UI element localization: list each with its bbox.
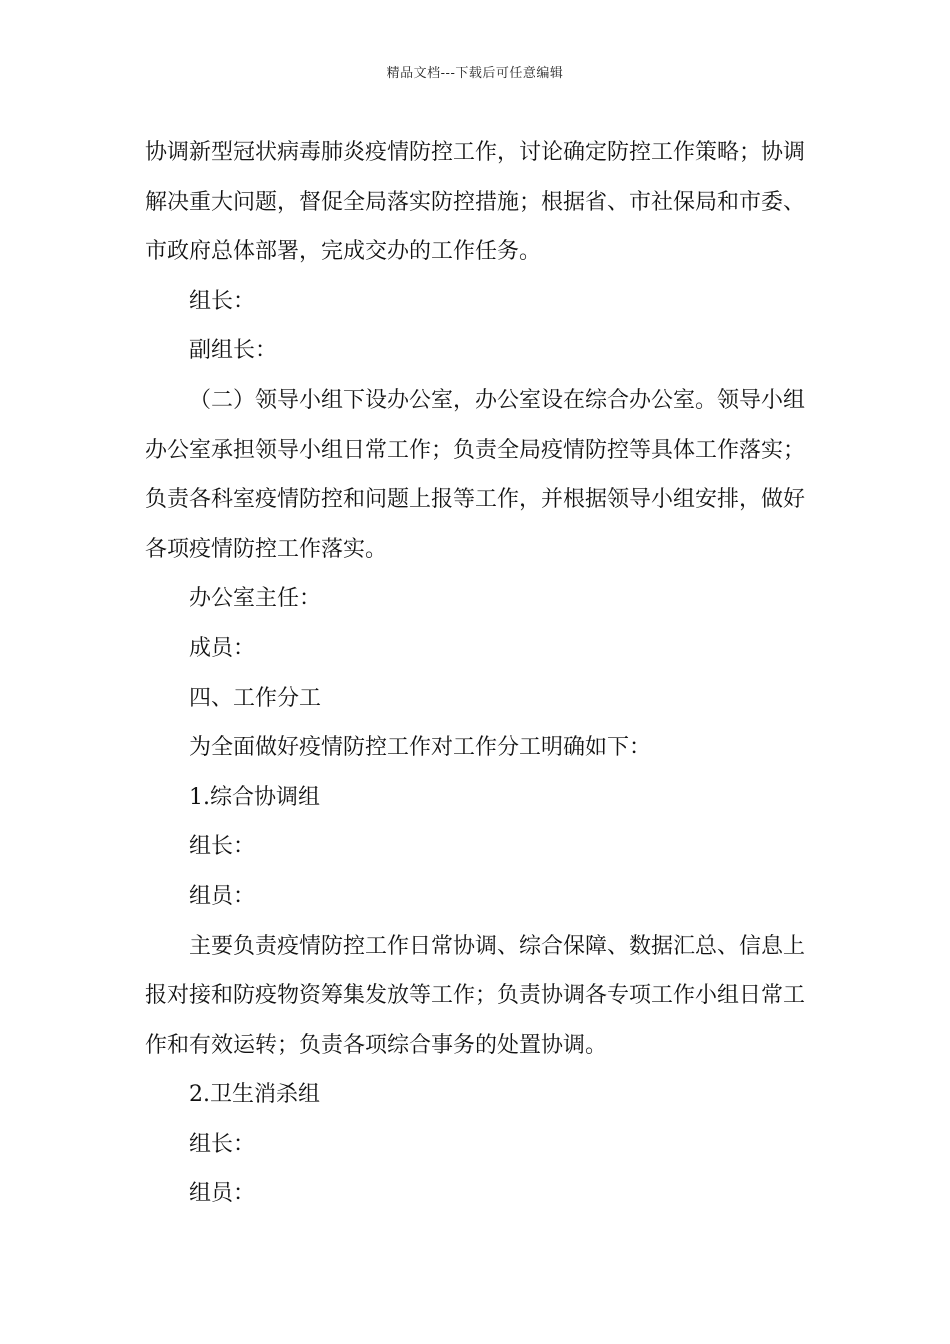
paragraph-disinfection-members: 组员： xyxy=(189,1181,256,1207)
paragraph-division-intro: 为全面做好疫情防控工作对工作分工明确如下： xyxy=(189,735,652,761)
paragraph-deputy-leader: 副组长： xyxy=(189,338,278,364)
subheading-disinfection-group: 2.卫生消杀组 xyxy=(189,1082,320,1108)
page-header: 精品文档---下载后可任意编辑 xyxy=(386,66,564,81)
paragraph-responsibilities: 协调新型冠状病毒肺炎疫情防控工作，讨论确定防控工作策略；协调解决重大问题，督促全局落实防控措施；根据省、市社保局和市委、市政府总体部署，完成交办的工作任务。 xyxy=(145,140,806,265)
section-heading-division-of-work: 四、工作分工 xyxy=(189,685,322,711)
paragraph-coordination-members: 组员： xyxy=(189,883,256,909)
paragraph-group-leader: 组长： xyxy=(189,288,256,314)
paragraph-coordination-leader: 组长： xyxy=(189,834,256,860)
paragraph-office-setup: （二）领导小组下设办公室，办公室设在综合办公室。领导小组办公室承担领导小组日常工作；负责全局疫情防控等具体工作落实；负责各科室疫情防控和问题上报等工作，并根据领导小组安排，做好各项疫情防控工作落实。 xyxy=(145,387,806,562)
paragraph-members: 成员： xyxy=(189,635,256,661)
paragraph-office-director: 办公室主任： xyxy=(189,586,322,612)
document-body xyxy=(145,128,825,1219)
paragraph-disinfection-leader: 组长： xyxy=(189,1131,256,1157)
paragraph-coordination-duties: 主要负责疫情防控工作日常协调、综合保障、数据汇总、信息上报对接和防疫物资筹集发放等工作；负责协调各专项工作小组日常工作和有效运转；负责各项综合事务的处置协调。 xyxy=(145,933,806,1058)
subheading-coordination-group: 1.综合协调组 xyxy=(189,784,320,810)
